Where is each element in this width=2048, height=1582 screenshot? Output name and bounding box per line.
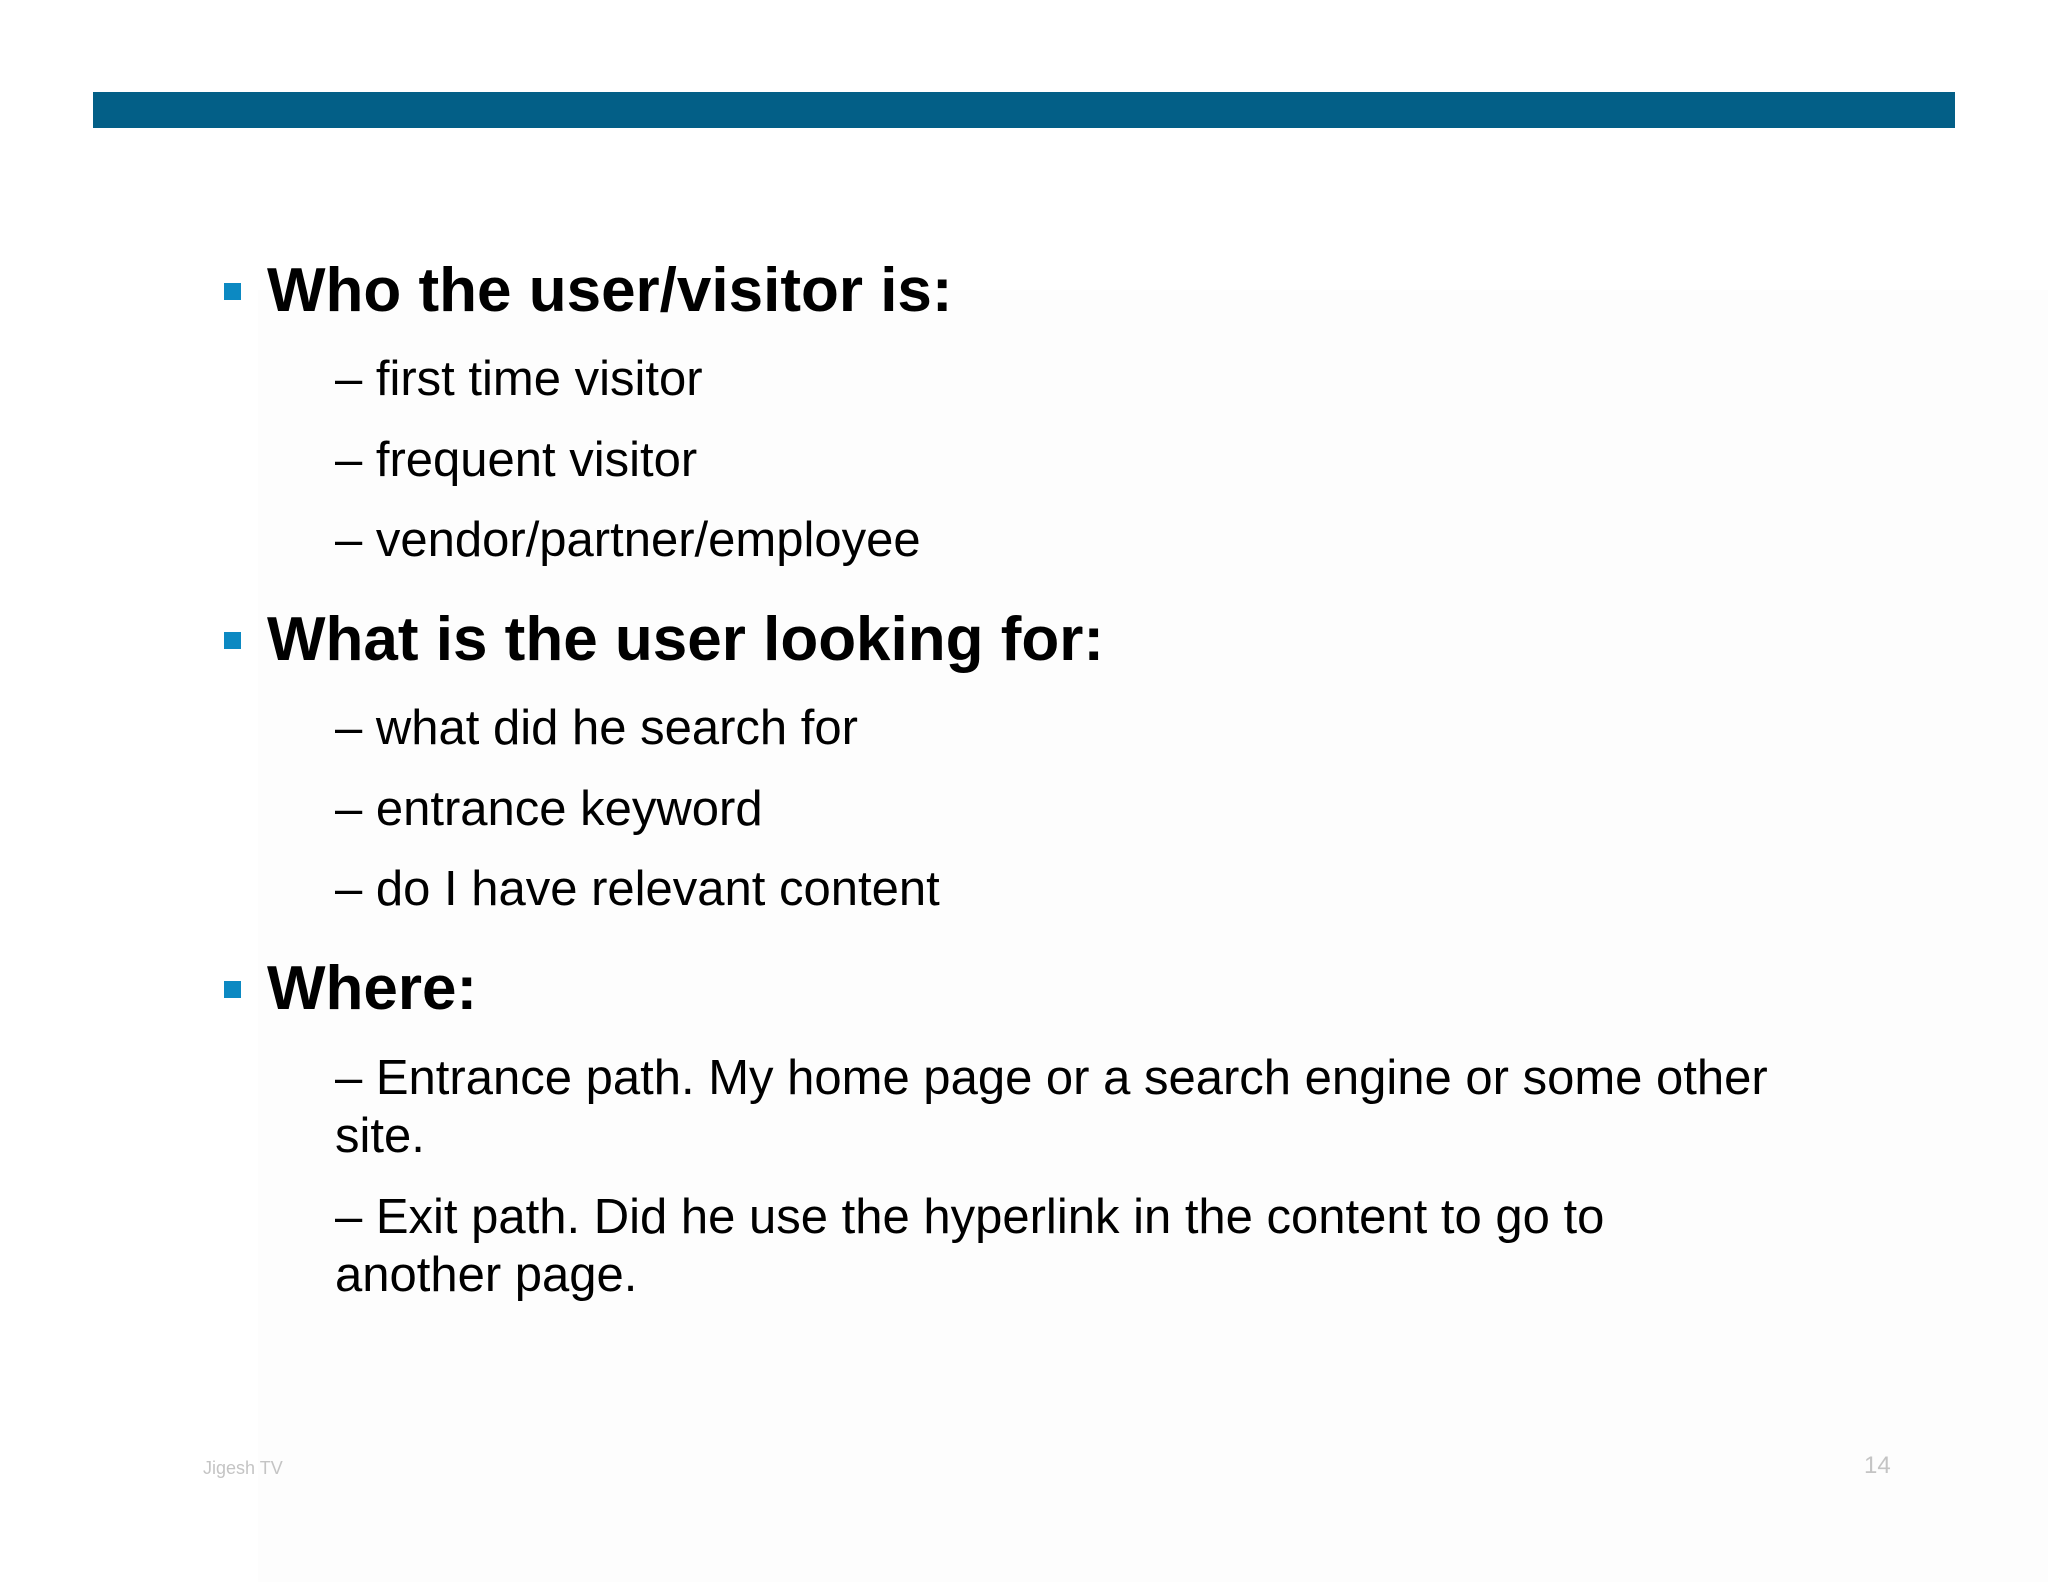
list-item: – entrance keyword bbox=[335, 782, 763, 836]
list-item: – first time visitor bbox=[335, 352, 703, 406]
list-item: – vendor/partner/employee bbox=[335, 513, 921, 567]
list-item: – Entrance path. My home page or a search engine or some other site. bbox=[335, 1051, 1768, 1163]
square-bullet-icon bbox=[224, 632, 241, 649]
section-heading: What is the user looking for: bbox=[267, 605, 1105, 674]
list-item: – do I have relevant content bbox=[335, 862, 940, 916]
section-heading: Who the user/visitor is: bbox=[267, 256, 953, 325]
footer-author: Jigesh TV bbox=[203, 1458, 283, 1478]
list-item: – Exit path. Did he use the hyperlink in the content to go to another page. bbox=[335, 1190, 1605, 1302]
list-item: – frequent visitor bbox=[335, 433, 698, 487]
square-bullet-icon bbox=[224, 981, 241, 998]
list-item: – what did he search for bbox=[335, 701, 858, 755]
section-heading: Where: bbox=[267, 954, 478, 1023]
square-bullet-icon bbox=[224, 283, 241, 300]
page-number: 14 bbox=[1864, 1452, 1891, 1479]
